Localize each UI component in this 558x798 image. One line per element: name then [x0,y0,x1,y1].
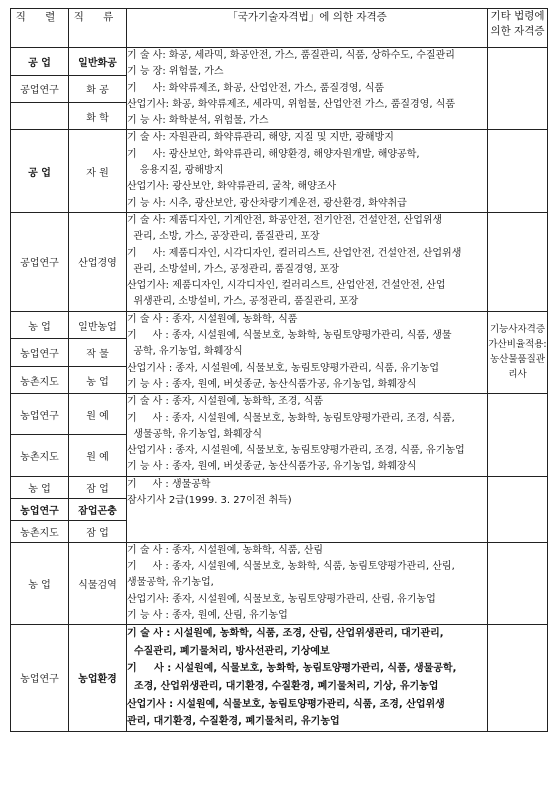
job-series-label: 농업연구 [11,394,68,435]
job-series-cell [11,48,69,130]
cert-list-cell [127,625,488,732]
job-class-label: 잠 업 [69,477,126,499]
header-row [11,9,548,48]
table-row [11,48,548,130]
job-class-cell [69,311,127,393]
table-row [11,311,548,393]
job-series-cell [11,542,69,624]
job-series-label: 농촌지도 [20,376,59,388]
cert-line: 기 능 장: 위험물, 가스 [127,66,224,78]
job-class-label: 잠업곤충 [69,499,126,521]
cert-line: 수질관리, 폐기물처리, 방사선관리, 기상예보 [127,645,330,657]
cert-line: 기 술 사: 제품디자인, 기계안전, 화공안전, 전기안전, 건설안전, 산업위생 [127,214,443,226]
cert-line: 산업기사: 종자, 시설원예, 식물보호, 농림토양평가관리, 산림, 유기농업 [127,593,436,605]
job-class-label: 식물검역 [78,579,117,591]
cert-line: 기 능 사 : 종자, 원예, 산림, 유기농업 [127,609,288,621]
job-series-cell [11,130,69,212]
job-class-cell [69,625,127,732]
cert-line: 조경, 산업위생관리, 대기환경, 수질환경, 폐기물처리, 기상, 유기농업 [127,680,439,692]
cert-line: 기 사 : 종자, 시설원예, 식물보호, 농화학, 농림토양평가관리, 조경, 식품, [127,412,455,424]
job-class-label: 화 공 [69,76,126,104]
cert-line: 산업기사 : 종자, 시설원예, 식물보호, 농림토양평가관리, 식품, 유기농업 [127,362,439,374]
other-cert-cell [488,476,548,542]
cert-line: 기 사: 제품디자인, 시각디자인, 컬러리스트, 산업안전, 건설안전, 산업위생 [127,247,462,259]
job-class-label: 작 물 [69,339,126,367]
job-class-label: 화 학 [86,112,109,124]
cert-line: 기 사 : 종자, 시설원예, 식물보호, 농화학, 농림토양평가관리, 식품, 생물 [127,330,452,342]
cert-list-cell [127,48,488,130]
job-class-label: 자 원 [86,167,109,179]
job-class-cell [69,212,127,311]
job-class-label: 일반화공 [69,48,126,76]
cert-list-cell [127,130,488,212]
other-cert-cell [488,212,548,311]
job-series-label [11,103,68,130]
cert-line: 기 술 사 : 종자, 시설원예, 농화학, 조경, 식품 [127,396,324,408]
job-series-cell [11,476,69,542]
cert-line: 산업기사: 제품디자인, 시각디자인, 컬러리스트, 산업안전, 건설안전, 산업 [127,280,446,292]
job-class-cell [69,394,127,476]
cert-line: 기 사 : 종자, 시설원예, 식물보호, 농화학, 식품, 농림토양평가관리, 산림, [127,561,455,573]
cert-line: 기 술 사 : 종자, 시설원예, 농화학, 식품 [127,313,298,325]
job-class-cell [69,48,127,130]
other-cert-cell [488,48,548,130]
cert-line: 생물공학, 유기농업, [127,577,214,589]
cert-line: 위생관리, 소방설비, 가스, 공정관리, 품질관리, 포장 [127,296,359,308]
job-series-label: 농촌지도 [20,452,59,464]
cert-line: 산업기사 : 종자, 시설원예, 식물보호, 농림토양평가관리, 조경, 식품, 유기농업 [127,445,465,457]
cert-line: 공학, 유기농업, 화훼장식 [127,346,243,358]
job-series-label: 농업연구 [11,499,68,521]
other-cert-cell [488,394,548,476]
job-series-label: 농업연구 [20,674,59,686]
cert-line: 기 술 사: 자원관리, 화약류관리, 해양, 지질 및 지반, 광해방지 [127,132,394,144]
table-row [11,130,548,212]
table-row [11,476,548,542]
header-national-cert: 「국가기술자격법」에 의한 자격증 [127,9,488,48]
cert-line: 기 사: 화약류제조, 화공, 산업안전, 가스, 품질경영, 식품 [127,82,385,94]
other-cert-cell [488,130,548,212]
cert-line: 잠사기사 2급(1999. 3. 27이전 취득) [127,495,292,507]
job-series-label: 공 업 [11,48,68,76]
cert-list-cell [127,476,488,542]
other-cert-cell [488,625,548,732]
job-series-cell [11,212,69,311]
header-other-cert: 기타 법령에 의한 자격증 [488,9,548,48]
header-job-series: 직 렬 [11,9,69,48]
job-class-cell [69,476,127,542]
cert-list-cell [127,394,488,476]
cert-line: 기 사 : 시설원예, 식물보호, 농화학, 농림토양평가관리, 식품, 생물공학, [127,663,457,675]
cert-list-cell [127,212,488,311]
cert-list-cell [127,542,488,624]
job-class-cell [69,130,127,212]
table-row [11,542,548,624]
cert-line: 기 술 사 : 시설원예, 농화학, 식품, 조경, 산림, 산업위생관리, 대기관리, [127,628,444,640]
cert-line: 관리, 소방설비, 가스, 공정관리, 품질경영, 포장 [127,263,340,275]
job-class-label: 원 예 [86,452,109,464]
table-row [11,625,548,732]
job-series-label: 농 업 [28,579,51,591]
job-class-label: 산업경영 [78,258,117,270]
table-row [11,394,548,476]
job-series-label: 공 업 [28,167,51,179]
job-series-label: 농업연구 [11,339,68,367]
cert-line: 산업기사 : 시설원예, 식물보호, 농림토양평가관리, 식품, 조경, 산업위생 [127,698,445,710]
job-class-label: 농업환경 [78,674,117,686]
job-series-label: 농 업 [11,312,68,340]
other-cert-cell: 기능사자격증 가산비율적용: 농산물품질관리사 [488,311,548,393]
cert-line: 응용지질, 광해방지 [127,165,224,177]
cert-line: 기 사 : 생물공학 [127,478,211,490]
job-series-label: 공업연구 [20,258,59,270]
header-job-class: 직 류 [69,9,127,48]
job-series-label: 농 업 [11,477,68,499]
job-series-cell [11,394,69,476]
cert-line: 기 사: 광산보안, 화약류관리, 해양환경, 해양자원개발, 해양공학, [127,148,420,160]
job-class-label: 농 업 [86,376,109,388]
cert-line: 기 능 사: 화학분석, 위험물, 가스 [127,115,269,127]
cert-line: 기 능 사 : 종자, 원예, 버섯종균, 농산식품가공, 유기농업, 화훼장식 [127,378,417,390]
cert-line: 생물공학, 유기농업, 화훼장식 [127,428,262,440]
cert-line: 기 술 사 : 종자, 시설원예, 농화학, 식품, 산림 [127,544,324,556]
cert-line: 기 술 사: 화공, 세라믹, 화공안전, 가스, 품질관리, 식품, 상하수도, 수질관리 [127,50,455,61]
other-cert-cell [488,542,548,624]
job-class-cell [69,542,127,624]
cert-line: 산업기사: 화공, 화약류제조, 세라믹, 위험물, 산업안전 가스, 품질경영, 식품 [127,98,456,110]
cert-line: 관리, 대기환경, 수질환경, 폐기물처리, 유기농업 [127,716,340,728]
job-series-cell [11,625,69,732]
cert-line: 산업기사: 광산보안, 화약류관리, 굴착, 해양조사 [127,181,337,193]
job-class-label: 일반농업 [69,312,126,340]
cert-line: 기 능 사 : 종자, 원예, 버섯종균, 농산식품가공, 유기농업, 화훼장식 [127,461,417,473]
cert-list-cell [127,311,488,393]
cert-line: 기 능 사: 시추, 광산보안, 광산차량기계운전, 광산환경, 화약취급 [127,197,407,209]
job-series-label: 농촌지도 [20,527,59,539]
qualification-table [10,8,548,732]
job-series-label: 공업연구 [11,76,68,104]
table-row [11,212,548,311]
job-series-cell [11,311,69,393]
job-class-label: 잠 업 [86,527,109,539]
cert-line: 관리, 소방, 가스, 공장관리, 품질관리, 포장 [127,231,320,243]
job-class-label: 원 예 [69,394,126,435]
